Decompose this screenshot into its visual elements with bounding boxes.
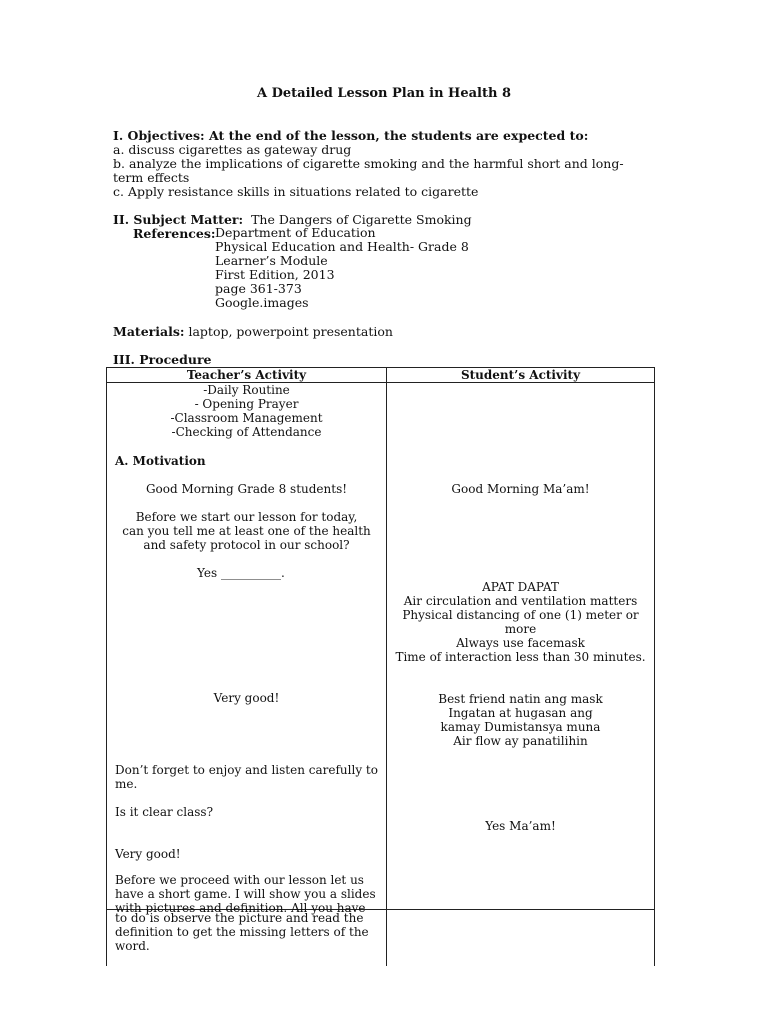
student-cell (387, 910, 655, 967)
student-greeting: Good Morning Ma’am! (451, 482, 590, 496)
objectives-heading: I. Objectives: At the end of the lesson, the students are expected to: (113, 128, 589, 143)
materials-value: laptop, powerpoint presentation (188, 324, 393, 339)
student-mask-line: Ingatan at hugasan ang (448, 706, 593, 720)
routine-item: -Checking of Attendance (171, 425, 322, 439)
student-mask-line: Best friend natin ang mask (438, 692, 603, 706)
student-cell (387, 383, 655, 910)
objective-item: b. analyze the implications of cigarette smoking and the harmful short and long- (113, 156, 624, 171)
reference-item: Physical Education and Health- Grade 8 (215, 239, 469, 254)
motivation-heading: A. Motivation (115, 454, 206, 468)
teacher-question-line: can you tell me at least one of the health (122, 524, 371, 538)
teacher-game-line: with pictures and definition. All you have (115, 901, 366, 915)
procedure-heading: III. Procedure (113, 352, 212, 367)
teacher-question-line: Before we start our lesson for today, (135, 510, 358, 524)
objective-item: term effects (113, 170, 190, 185)
reference-item: Learner’s Module (215, 253, 328, 268)
document-title: A Detailed Lesson Plan in Health 8 (256, 86, 512, 101)
teacher-observe-line: to do is observe the picture and read the (115, 911, 364, 925)
student-yes: Yes Ma’am! (485, 819, 556, 833)
teacher-game-line: Before we proceed with our lesson let us (115, 873, 364, 887)
student-apat-line: more (504, 622, 537, 636)
procedure-table (106, 367, 655, 966)
materials-label: Materials: (113, 324, 185, 339)
subject-matter-label: II. Subject Matter: (113, 212, 244, 227)
teacher-game-line: have a short game. I will show you a slides (115, 887, 376, 901)
table-row (107, 910, 655, 967)
routine-item: - Opening Prayer (194, 397, 299, 411)
student-apat-line: Air circulation and ventilation matters (403, 594, 638, 608)
materials (113, 325, 393, 339)
teacher-cell (107, 383, 387, 915)
table-row (107, 383, 655, 910)
references-list (215, 226, 469, 310)
teacher-very-good: Very good! (115, 847, 181, 861)
reference-item: Google.images (215, 295, 309, 310)
student-mask-line: kamay Dumistansya muna (440, 720, 601, 734)
student-apat-line: Time of interaction less than 30 minutes. (395, 650, 646, 664)
table-header-row (107, 368, 655, 383)
reference-item: page 361-373 (215, 281, 302, 296)
teacher-question-line: and safety protocol in our school? (143, 538, 350, 552)
student-apat-line: APAT DAPAT (482, 580, 559, 594)
teacher-activity-header: Teacher’s Activity (107, 368, 387, 383)
teacher-cell (107, 910, 387, 967)
reference-item: Department of Education (215, 225, 376, 240)
teacher-clear-question: Is it clear class? (115, 805, 214, 819)
teacher-observe-line: definition to get the missing letters of the (115, 925, 369, 939)
student-activity-header: Student’s Activity (387, 368, 655, 383)
student-mask-line: Air flow ay panatilihin (453, 734, 588, 748)
student-apat-line: Always use facemask (456, 636, 585, 650)
reference-item: First Edition, 2013 (215, 267, 335, 282)
references-label: References: (133, 226, 216, 241)
subject-matter-value: The Dangers of Cigarette Smoking (251, 212, 472, 227)
objective-item: a. discuss cigarettes as gateway drug (113, 142, 352, 157)
routine-item: -Classroom Management (170, 411, 323, 425)
routine-item: -Daily Routine (203, 383, 290, 397)
teacher-greeting: Good Morning Grade 8 students! (145, 482, 348, 496)
teacher-very-good: Very good! (213, 691, 280, 705)
objective-item: c. Apply resistance skills in situations related to cigarette (113, 184, 479, 199)
teacher-enjoy-line: me. (115, 777, 138, 791)
student-apat-line: Physical distancing of one (1) meter or (402, 608, 639, 622)
teacher-yes: Yes __________. (197, 566, 285, 580)
teacher-observe-line: word. (115, 939, 150, 953)
teacher-enjoy-line: Don’t forget to enjoy and listen carefully to (115, 763, 378, 777)
